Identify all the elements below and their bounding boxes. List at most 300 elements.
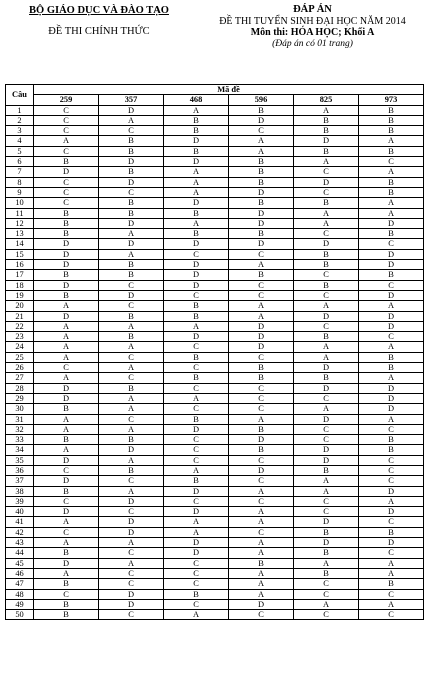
answer-cell: B [359, 527, 424, 537]
answer-cell: D [99, 239, 164, 249]
answer-cell: B [359, 177, 424, 187]
answer-cell: A [99, 249, 164, 259]
table-row [6, 208, 424, 218]
answer-cell: C [34, 363, 99, 373]
answer-cell: C [229, 290, 294, 300]
table-row [6, 558, 424, 568]
answer-cell: A [294, 342, 359, 352]
answer-cell: D [229, 342, 294, 352]
answer-cell: C [99, 548, 164, 558]
question-number-cell: 33 [6, 435, 34, 445]
table-row [6, 177, 424, 187]
answer-cell: D [359, 260, 424, 270]
answer-cell: B [164, 229, 229, 239]
answer-cell: B [294, 115, 359, 125]
answer-cell: B [34, 486, 99, 496]
answer-cell: D [359, 507, 424, 517]
table-row [6, 548, 424, 558]
question-number-cell: 40 [6, 507, 34, 517]
answer-cell: A [294, 208, 359, 218]
question-number-cell: 17 [6, 270, 34, 280]
answer-cell: B [294, 465, 359, 475]
answer-cell: A [359, 198, 424, 208]
answer-cell: D [99, 177, 164, 187]
exam-code-cell: 468 [164, 95, 229, 105]
table-row [6, 136, 424, 146]
answer-cell: A [34, 424, 99, 434]
table-row [6, 321, 424, 331]
answer-cell: A [99, 229, 164, 239]
answer-cell: D [34, 476, 99, 486]
answer-cell: A [229, 136, 294, 146]
answer-cell: D [164, 260, 229, 270]
question-number-cell: 28 [6, 383, 34, 393]
answer-cell: D [99, 157, 164, 167]
answer-cell: D [359, 538, 424, 548]
answer-cell: D [34, 383, 99, 393]
answer-cell: A [294, 157, 359, 167]
answer-cell: D [229, 435, 294, 445]
answer-cell: D [359, 486, 424, 496]
subject-line: Môn thi: HÓA HỌC; Khối A [250, 27, 375, 38]
answer-cell: D [294, 517, 359, 527]
answer-cell: B [99, 383, 164, 393]
question-number-cell: 18 [6, 280, 34, 290]
answer-cell: D [164, 198, 229, 208]
question-number-cell: 6 [6, 157, 34, 167]
answer-cell: A [229, 507, 294, 517]
answer-cell: B [34, 610, 99, 620]
table-row [6, 599, 424, 609]
answer-cell: B [34, 404, 99, 414]
table-row [6, 126, 424, 136]
table-row [6, 568, 424, 578]
question-number-cell: 1 [6, 105, 34, 115]
table-row [6, 373, 424, 383]
answer-cell: B [164, 352, 229, 362]
question-number-cell: 48 [6, 589, 34, 599]
answer-cell: D [294, 383, 359, 393]
answer-cell: D [294, 414, 359, 424]
answer-cell: C [294, 507, 359, 517]
answer-cell: C [229, 476, 294, 486]
answer-cell: A [99, 486, 164, 496]
table-row [6, 424, 424, 434]
question-number-cell: 12 [6, 218, 34, 228]
answer-cell: B [164, 301, 229, 311]
table-row [6, 404, 424, 414]
answer-cell: A [294, 486, 359, 496]
answer-cell: D [164, 548, 229, 558]
answer-cell: C [294, 496, 359, 506]
answer-cell: D [229, 187, 294, 197]
answer-cell: D [359, 383, 424, 393]
answer-cell: D [294, 136, 359, 146]
exam-code-header: Mã đề [34, 85, 424, 95]
exam-code-cell: 825 [294, 95, 359, 105]
answer-cell: B [34, 548, 99, 558]
question-number-cell: 46 [6, 568, 34, 578]
answer-cell: C [164, 445, 229, 455]
answer-cell: A [99, 424, 164, 434]
answer-cell: B [99, 167, 164, 177]
answer-cell: B [34, 270, 99, 280]
answer-cell: B [359, 363, 424, 373]
answer-cell: A [359, 558, 424, 568]
answer-cell: D [229, 321, 294, 331]
header-right [200, 4, 425, 50]
table-row [6, 301, 424, 311]
answer-cell: B [294, 548, 359, 558]
answer-cell: A [229, 517, 294, 527]
answer-cell: D [164, 136, 229, 146]
table-row [6, 290, 424, 300]
answer-cell: C [229, 383, 294, 393]
answer-cell: B [164, 146, 229, 156]
table-row [6, 445, 424, 455]
table-row [6, 363, 424, 373]
answer-cell: C [294, 424, 359, 434]
answer-cell: B [359, 187, 424, 197]
answer-title: ĐÁP ÁN [293, 4, 332, 15]
answer-cell: C [359, 465, 424, 475]
answer-cell: C [294, 435, 359, 445]
answer-cell: D [229, 208, 294, 218]
answer-cell: C [359, 157, 424, 167]
answer-cell: B [34, 229, 99, 239]
answer-cell: C [99, 373, 164, 383]
answer-cell: C [229, 404, 294, 414]
question-number-cell: 31 [6, 414, 34, 424]
question-header: Câu [6, 85, 34, 106]
answer-cell: B [99, 198, 164, 208]
answer-cell: C [99, 476, 164, 486]
answer-cell: C [294, 167, 359, 177]
answer-cell: B [164, 589, 229, 599]
table-row [6, 157, 424, 167]
table-row [6, 146, 424, 156]
answer-cell: C [164, 558, 229, 568]
answer-cell: A [229, 311, 294, 321]
answer-cell: C [359, 476, 424, 486]
answer-cell: A [359, 342, 424, 352]
answer-cell: C [99, 414, 164, 424]
answer-cell: C [164, 383, 229, 393]
answer-cell: B [294, 198, 359, 208]
answer-cell: B [359, 105, 424, 115]
answer-cell: A [229, 579, 294, 589]
answer-cell: D [294, 445, 359, 455]
answer-cell: B [229, 270, 294, 280]
question-number-cell: 39 [6, 496, 34, 506]
answer-cell: A [34, 342, 99, 352]
answer-cell: B [34, 599, 99, 609]
answer-cell: C [34, 126, 99, 136]
answer-cell: A [34, 414, 99, 424]
answer-cell: B [229, 177, 294, 187]
question-number-cell: 3 [6, 126, 34, 136]
answer-cell: C [34, 496, 99, 506]
answer-cell: A [34, 332, 99, 342]
answer-cell: D [164, 332, 229, 342]
answer-cell: A [229, 486, 294, 496]
question-number-cell: 10 [6, 198, 34, 208]
answer-cell: D [164, 507, 229, 517]
answer-cell: A [34, 352, 99, 362]
table-row [6, 342, 424, 352]
table-row [6, 270, 424, 280]
answer-cell: B [34, 157, 99, 167]
answer-cell: D [229, 218, 294, 228]
answer-cell: D [229, 115, 294, 125]
answer-cell: B [34, 208, 99, 218]
answer-cell: D [359, 321, 424, 331]
answer-cell: C [164, 568, 229, 578]
table-row [6, 229, 424, 239]
answer-cell: B [164, 476, 229, 486]
answer-cell: A [359, 568, 424, 578]
answer-cell: A [359, 136, 424, 146]
answer-cell: D [164, 239, 229, 249]
exam-title: ĐỀ THI TUYỂN SINH ĐẠI HỌC NĂM 2014 [219, 16, 406, 27]
table-row [6, 383, 424, 393]
answer-cell: B [164, 208, 229, 218]
question-number-cell: 15 [6, 249, 34, 259]
question-number-cell: 7 [6, 167, 34, 177]
answer-cell: A [34, 321, 99, 331]
answer-cell: A [359, 373, 424, 383]
answer-cell: A [359, 301, 424, 311]
answer-cell: C [229, 249, 294, 259]
answer-cell: C [229, 393, 294, 403]
answer-cell: D [359, 218, 424, 228]
table-row [6, 465, 424, 475]
question-number-cell: 43 [6, 538, 34, 548]
answer-cell: A [294, 558, 359, 568]
answer-cell: B [359, 229, 424, 239]
answer-cell: A [99, 455, 164, 465]
table-row [6, 280, 424, 290]
answer-cell: C [294, 229, 359, 239]
exam-code-cell: 596 [229, 95, 294, 105]
answer-cell: B [99, 146, 164, 156]
answer-cell: A [294, 352, 359, 362]
answer-cell: C [99, 301, 164, 311]
answer-cell: D [99, 218, 164, 228]
answer-cell: B [359, 115, 424, 125]
question-number-cell: 42 [6, 527, 34, 537]
question-number-cell: 47 [6, 579, 34, 589]
answer-cell: A [294, 105, 359, 115]
answer-cell: D [294, 363, 359, 373]
answer-cell: D [34, 260, 99, 270]
question-number-cell: 36 [6, 465, 34, 475]
answer-cell: D [34, 280, 99, 290]
answer-cell: C [359, 548, 424, 558]
answer-cell: A [229, 260, 294, 270]
answer-cell: D [34, 455, 99, 465]
answer-cell: C [34, 465, 99, 475]
answer-cell: C [99, 610, 164, 620]
answer-cell: C [294, 393, 359, 403]
answer-cell: C [34, 146, 99, 156]
answer-cell: C [164, 579, 229, 589]
question-number-cell: 20 [6, 301, 34, 311]
answer-cell: C [99, 568, 164, 578]
answer-cell: A [164, 105, 229, 115]
answer-cell: D [229, 239, 294, 249]
answer-cell: B [294, 373, 359, 383]
answer-cell: C [34, 115, 99, 125]
answer-cell: B [164, 311, 229, 321]
pages-note: (Đáp án có 01 trang) [272, 39, 353, 49]
question-number-cell: 14 [6, 239, 34, 249]
answer-cell: C [294, 321, 359, 331]
answer-cell: C [294, 270, 359, 280]
answer-cell: D [34, 507, 99, 517]
answer-cell: C [294, 290, 359, 300]
answer-cell: D [164, 486, 229, 496]
table-row [6, 239, 424, 249]
answer-cell: A [294, 476, 359, 486]
answer-cell: D [294, 239, 359, 249]
answer-cell: A [164, 465, 229, 475]
answer-cell: B [99, 270, 164, 280]
question-number-cell: 34 [6, 445, 34, 455]
question-number-cell: 38 [6, 486, 34, 496]
answer-cell: A [229, 548, 294, 558]
answer-cell: A [229, 146, 294, 156]
answer-cell: A [164, 527, 229, 537]
answer-cell: B [359, 435, 424, 445]
answer-cell: D [359, 311, 424, 321]
question-number-cell: 45 [6, 558, 34, 568]
answer-cell: B [229, 157, 294, 167]
answer-cell: A [164, 321, 229, 331]
question-number-cell: 29 [6, 393, 34, 403]
answer-cell: B [164, 414, 229, 424]
table-row [6, 589, 424, 599]
answer-cell: D [359, 404, 424, 414]
answer-cell: B [99, 136, 164, 146]
header-left [8, 4, 190, 38]
answer-cell: A [164, 517, 229, 527]
question-number-cell: 32 [6, 424, 34, 434]
exam-code-cell: 973 [359, 95, 424, 105]
answer-cell: C [359, 424, 424, 434]
answer-cell: A [229, 589, 294, 599]
answer-cell: A [34, 445, 99, 455]
answer-cell: C [99, 579, 164, 589]
answer-cell: C [294, 187, 359, 197]
question-number-cell: 30 [6, 404, 34, 414]
answer-cell: D [229, 332, 294, 342]
answer-cell: C [359, 332, 424, 342]
question-number-cell: 49 [6, 599, 34, 609]
table-row [6, 105, 424, 115]
answer-cell: D [359, 290, 424, 300]
answer-cell: A [164, 393, 229, 403]
exam-code-cell: 357 [99, 95, 164, 105]
table-row [6, 414, 424, 424]
answer-cell: D [164, 538, 229, 548]
question-number-cell: 4 [6, 136, 34, 146]
answer-cell: B [359, 270, 424, 280]
answer-cell: D [99, 445, 164, 455]
answer-cell: C [359, 517, 424, 527]
table-row [6, 435, 424, 445]
answer-cell: D [229, 465, 294, 475]
answer-cell: C [164, 342, 229, 352]
answer-cell: C [359, 280, 424, 290]
answer-cell: B [229, 558, 294, 568]
table-row [6, 198, 424, 208]
answer-cell: A [99, 558, 164, 568]
answer-cell: D [99, 599, 164, 609]
answer-cell: D [99, 589, 164, 599]
answer-cell: A [294, 301, 359, 311]
answer-cell: A [99, 538, 164, 548]
answer-cell: C [164, 455, 229, 465]
table-row [6, 507, 424, 517]
answer-cell: C [229, 455, 294, 465]
answer-cell: B [229, 373, 294, 383]
answer-cell: B [34, 435, 99, 445]
answer-cell: B [359, 146, 424, 156]
answer-cell: D [164, 270, 229, 280]
answer-cell: D [294, 177, 359, 187]
answer-cell: A [34, 517, 99, 527]
page-header [0, 0, 427, 84]
question-number-cell: 13 [6, 229, 34, 239]
answer-cell: A [34, 568, 99, 578]
table-row [6, 187, 424, 197]
answer-cell: D [294, 455, 359, 465]
table-row [6, 455, 424, 465]
answer-cell: D [359, 249, 424, 259]
answer-cell: B [229, 363, 294, 373]
question-number-cell: 11 [6, 208, 34, 218]
answer-cell: C [164, 496, 229, 506]
answer-cell: C [229, 527, 294, 537]
answer-cell: D [294, 538, 359, 548]
answer-cell: C [229, 496, 294, 506]
answer-cell: D [229, 599, 294, 609]
answer-cell: D [34, 558, 99, 568]
answer-cell: B [99, 208, 164, 218]
answer-cell: B [164, 115, 229, 125]
answer-cell: B [294, 527, 359, 537]
answer-cell: B [294, 568, 359, 578]
answer-cell: B [359, 352, 424, 362]
table-row [6, 476, 424, 486]
answer-cell: B [164, 373, 229, 383]
answer-cell: B [294, 126, 359, 136]
question-number-cell: 23 [6, 332, 34, 342]
answer-cell: C [34, 198, 99, 208]
answer-rows [6, 105, 424, 620]
answer-cell: D [99, 527, 164, 537]
answer-cell: B [99, 311, 164, 321]
answer-cell: B [34, 290, 99, 300]
exam-code-cell: 259 [34, 95, 99, 105]
answer-cell: B [229, 167, 294, 177]
answer-cell: D [34, 249, 99, 259]
question-number-cell: 21 [6, 311, 34, 321]
question-number-cell: 24 [6, 342, 34, 352]
answer-cell: C [294, 579, 359, 589]
table-row [6, 486, 424, 496]
